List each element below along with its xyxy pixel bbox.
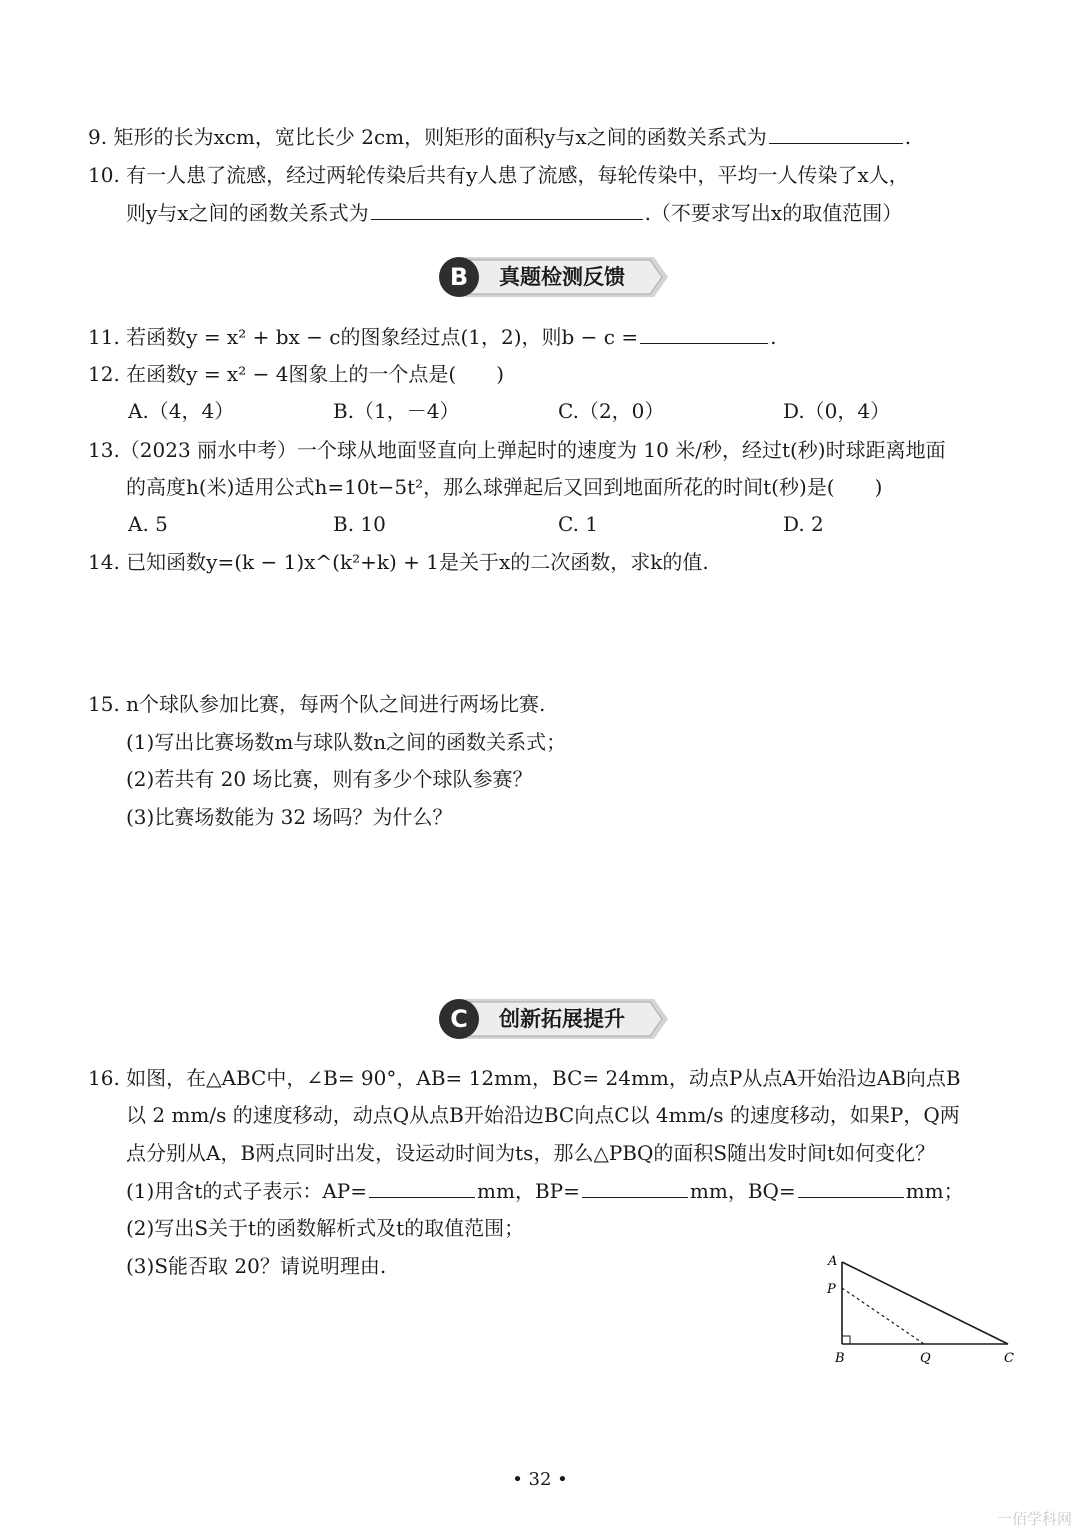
q16-line1-text: 16. 如图，在△ABC中，∠B= 90°，AB= 12mm，BC= 24mm，动点P从点A开始沿边AB向点B [88, 1066, 961, 1090]
question-9 [88, 123, 911, 151]
q12-option-d: D.（0，4） [783, 399, 891, 423]
q13-line2-text: 的高度h(米)适用公式h=10t−5t²，那么球弹起后又回到地面所花的时间t(秒)是( ) [126, 475, 883, 499]
q16-bp-label: BP= [534, 1179, 580, 1203]
section-c-banner [436, 996, 672, 1042]
q13-line1-text: 13.（2023 丽水中考）一个球从地面竖直向上弹起时的速度为 10 米/秒，经过t(秒)时球距离地面 [88, 438, 946, 462]
label-a: A [828, 1254, 838, 1269]
section-c-title: 创新拓展提升 [499, 1007, 625, 1031]
question-13-line2 [126, 473, 882, 501]
q15-part-1: (1)写出比赛场数m与球队数n之间的函数关系式； [126, 730, 567, 754]
q16-ap-blank[interactable] [369, 1179, 475, 1198]
triangle-figure [818, 1248, 1024, 1370]
side-ac [842, 1262, 1008, 1344]
question-14 [88, 548, 709, 576]
q15-part-3: (3)比赛场数能为 32 场吗？为什么？ [126, 805, 453, 829]
q10-line1-text: 10. 有一人患了流感，经过两轮传染后共有y人患了流感，每轮传染中，平均一人传染了x人， [88, 163, 909, 187]
question-10-line1 [88, 161, 909, 189]
question-12 [88, 360, 504, 388]
q16-bq-blank[interactable] [798, 1179, 904, 1198]
q14-text: 14. 已知函数y=(k − 1)x^(k²+k) + 1是关于x的二次函数，求k的值. [88, 550, 709, 574]
question-15 [88, 690, 545, 718]
q15-stem: 15. n个球队参加比赛，每两个队之间进行两场比赛. [88, 692, 546, 716]
q10-line2b-text: .（不要求写出x的取值范围） [644, 201, 903, 225]
q13-option-b: B. 10 [333, 512, 386, 536]
q12-option-b: B.（1，－4） [333, 399, 460, 423]
q16-ap-unit: mm， [477, 1179, 535, 1203]
watermark: 一佰学科网 [996, 1510, 1072, 1528]
q9-end: . [904, 125, 912, 149]
q16-line3-text: 点分别从A，B两点同时出发，设运动时间为ts，那么△PBQ的面积S随出发时间t如何变化？ [126, 1141, 936, 1165]
q11-answer-blank[interactable] [640, 325, 768, 344]
q16-bp-unit: mm， [689, 1179, 748, 1203]
question-13-line1 [88, 436, 946, 464]
label-q: Q [920, 1351, 931, 1366]
q16-bq-label: BQ= [747, 1179, 796, 1203]
question-16-line2 [126, 1101, 960, 1129]
question-16-line3 [126, 1139, 935, 1167]
section-b-banner [436, 254, 672, 300]
right-angle-mark [842, 1336, 850, 1344]
section-b-title: 真题检测反馈 [499, 265, 625, 289]
question-11 [88, 323, 776, 351]
question-10-line2 [126, 199, 902, 227]
q16-bp-blank[interactable] [582, 1179, 688, 1198]
q16-bq-unit: mm； [905, 1179, 964, 1203]
q16-part-3: (3)S能否取 20？请说明理由. [126, 1254, 387, 1278]
q10-answer-blank[interactable] [371, 201, 643, 220]
section-c-letter: C [450, 1005, 468, 1033]
q12-option-c: C.（2，0） [558, 399, 665, 423]
label-p: P [827, 1282, 836, 1297]
q16-line2-text: 以 2 mm/s 的速度移动，动点Q从点B开始沿边BC向点C以 4mm/s 的速度移动，如果P，Q两 [126, 1103, 960, 1127]
q16-part-2: (2)写出S关于t的函数解析式及t的取值范围； [126, 1216, 525, 1240]
q9-answer-blank[interactable] [769, 125, 903, 144]
q16-part1-lead: (1)用含t的式子表示：AP= [126, 1179, 368, 1203]
q13-option-d: D. 2 [783, 512, 824, 536]
q15-part-2: (2)若共有 20 场比赛，则有多少个球队参赛？ [126, 767, 533, 791]
q13-option-a: A. 5 [128, 512, 168, 536]
q10-line2a-text: 则y与x之间的函数关系式为 [126, 201, 369, 225]
q12-stem: 12. 在函数y = x² − 4图象上的一个点是( ) [88, 362, 505, 386]
label-b: B [835, 1351, 845, 1366]
q11-end: . [770, 325, 777, 349]
q9-text: 9. 矩形的长为xcm，宽比长少 2cm，则矩形的面积y与x之间的函数关系式为 [88, 125, 767, 149]
q13-option-c: C. 1 [558, 512, 599, 536]
page-number: • 32 • [512, 1469, 568, 1490]
q16-part-1 [126, 1177, 964, 1205]
section-b-letter: B [449, 263, 469, 291]
label-c: C [1004, 1351, 1014, 1366]
q11-text: 11. 若函数y = x² + bx − c的图象经过点(1，2)，则b − c = [88, 325, 639, 349]
q12-option-a: A.（4，4） [128, 399, 235, 423]
question-16-line1 [88, 1064, 961, 1092]
